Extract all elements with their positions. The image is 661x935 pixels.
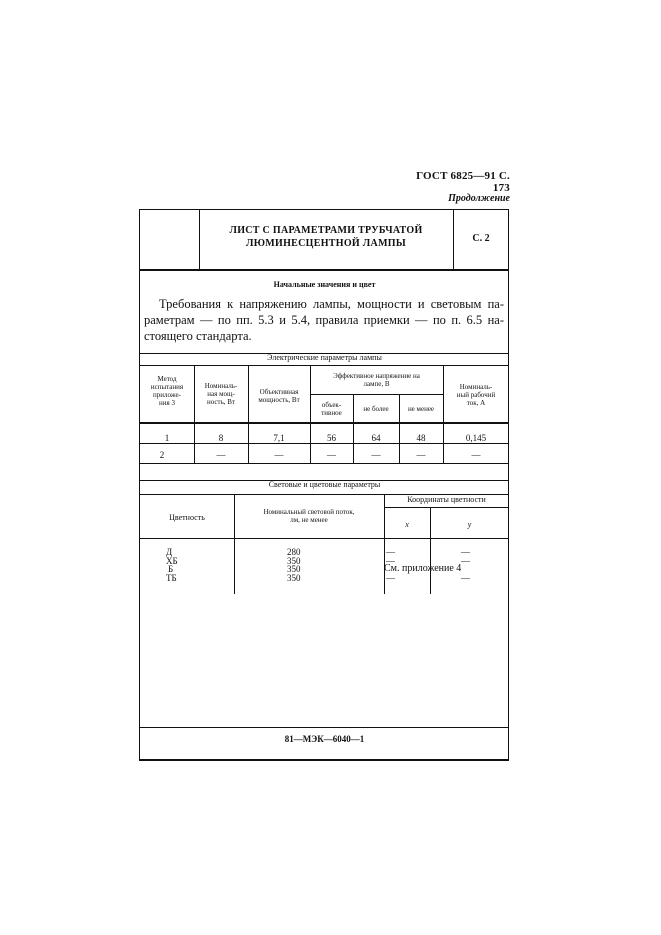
see-appendix-note: См. приложение 4 — [384, 563, 462, 574]
header-typical — [310, 401, 353, 417]
header-x: x — [405, 520, 409, 529]
header-objective-power — [248, 388, 310, 404]
header-line: Номинальный световой поток, — [263, 508, 355, 516]
header-line: Номиналь- — [204, 382, 238, 390]
light-table-caption: Световые и цветовые параметры — [268, 480, 381, 489]
table-cell: — — [416, 450, 426, 460]
table-cell: ХБ — [166, 555, 178, 566]
table-row — [140, 565, 509, 574]
table-row — [140, 548, 509, 557]
header-line: Номиналь- — [459, 383, 493, 391]
header-line: приложе- — [153, 391, 181, 399]
header-line: ток, А — [466, 399, 486, 407]
header-line: ность, Вт — [206, 398, 235, 406]
table-cell: — — [386, 547, 395, 557]
table-cell: — — [471, 450, 481, 460]
table-cell: Д — [166, 547, 173, 557]
table-cell: — — [461, 555, 470, 566]
table-cell: 350 — [287, 572, 301, 583]
sheet-title-line2: ЛЮМИНЕСЦЕНТНОЙ ЛАМПЫ — [245, 238, 407, 249]
header-line: Метод — [157, 375, 177, 383]
table-cell: — — [461, 547, 470, 557]
table-cell: 280 — [287, 547, 301, 557]
table-cell: 56 — [327, 433, 336, 443]
table-row — [140, 574, 509, 583]
table-cell: ТБ — [166, 572, 177, 583]
header-flux — [234, 508, 384, 524]
paragraph-line: раметрам — по пп. 5.3 и 5.4, правила приемки — по п. 6.5 на- — [144, 313, 504, 327]
light-rows — [140, 548, 509, 582]
table-cell: 48 — [416, 433, 426, 443]
table-cell: — — [461, 572, 470, 583]
table-cell: 1 — [164, 433, 170, 443]
header-line: ная мощ- — [207, 390, 235, 398]
sheet-page-code: С. 2 — [472, 233, 490, 244]
header-line: объек- — [321, 401, 342, 409]
header-line: Объективная — [259, 388, 299, 396]
sheet-title-line1: ЛИСТ С ПАРАМЕТРАМИ ТРУБЧАТОЙ — [229, 225, 423, 236]
table-cell: — — [386, 555, 395, 566]
paragraph-line: стоящего стандарта. — [144, 329, 252, 343]
table-cell: 7,1 — [273, 433, 285, 443]
header-nominal-power — [194, 382, 248, 406]
table-cell: Б — [168, 564, 174, 574]
table-cell: — — [327, 450, 336, 460]
sheet-footer-code: 81—МЭК—6040—1 — [284, 734, 365, 744]
header-line: ный рабочий — [456, 391, 496, 399]
paragraph-line: Требования к напряжению лампы, мощности и световым па- — [159, 297, 504, 311]
table-cell: — — [274, 450, 284, 460]
header-line: лампе, В — [363, 380, 390, 388]
electrical-table-caption: Электрические параметры лампы — [267, 353, 382, 362]
table-cell: 2 — [159, 450, 165, 460]
table-cell: 64 — [371, 433, 381, 443]
header-line: лм, не менее — [290, 516, 328, 524]
header-not-less: не менее — [407, 405, 435, 413]
header-y: y — [467, 520, 472, 529]
table-cell: 0,145 — [465, 433, 487, 443]
header-nominal-current — [443, 383, 509, 407]
table-cell: 8 — [218, 433, 224, 443]
header-line: тивное — [321, 409, 342, 417]
table-cell: — — [386, 572, 395, 583]
header-coords: Координаты цветности — [407, 495, 486, 504]
table-cell: 350 — [287, 555, 301, 566]
continuation-label: Продолжение — [448, 193, 510, 204]
header-line: Эффективное напряжение на — [333, 372, 420, 380]
table-cell: 350 — [287, 564, 301, 574]
header-line: мощность, Вт — [258, 396, 300, 404]
header-effective-voltage — [310, 372, 443, 388]
table-cell: — — [371, 450, 381, 460]
header-color: Цветность — [169, 513, 205, 522]
sheet-title — [199, 224, 453, 250]
header-not-more: не более — [363, 405, 389, 413]
table-cell: — — [216, 450, 226, 460]
section-title: Начальные значения и цвет — [273, 280, 376, 289]
requirements-paragraph — [144, 296, 504, 344]
header-line: испытания — [150, 383, 184, 391]
standard-header: ГОСТ 6825—91 С. 173 — [416, 170, 510, 194]
header-line: ния 3 — [159, 399, 175, 407]
header-method — [140, 375, 194, 407]
